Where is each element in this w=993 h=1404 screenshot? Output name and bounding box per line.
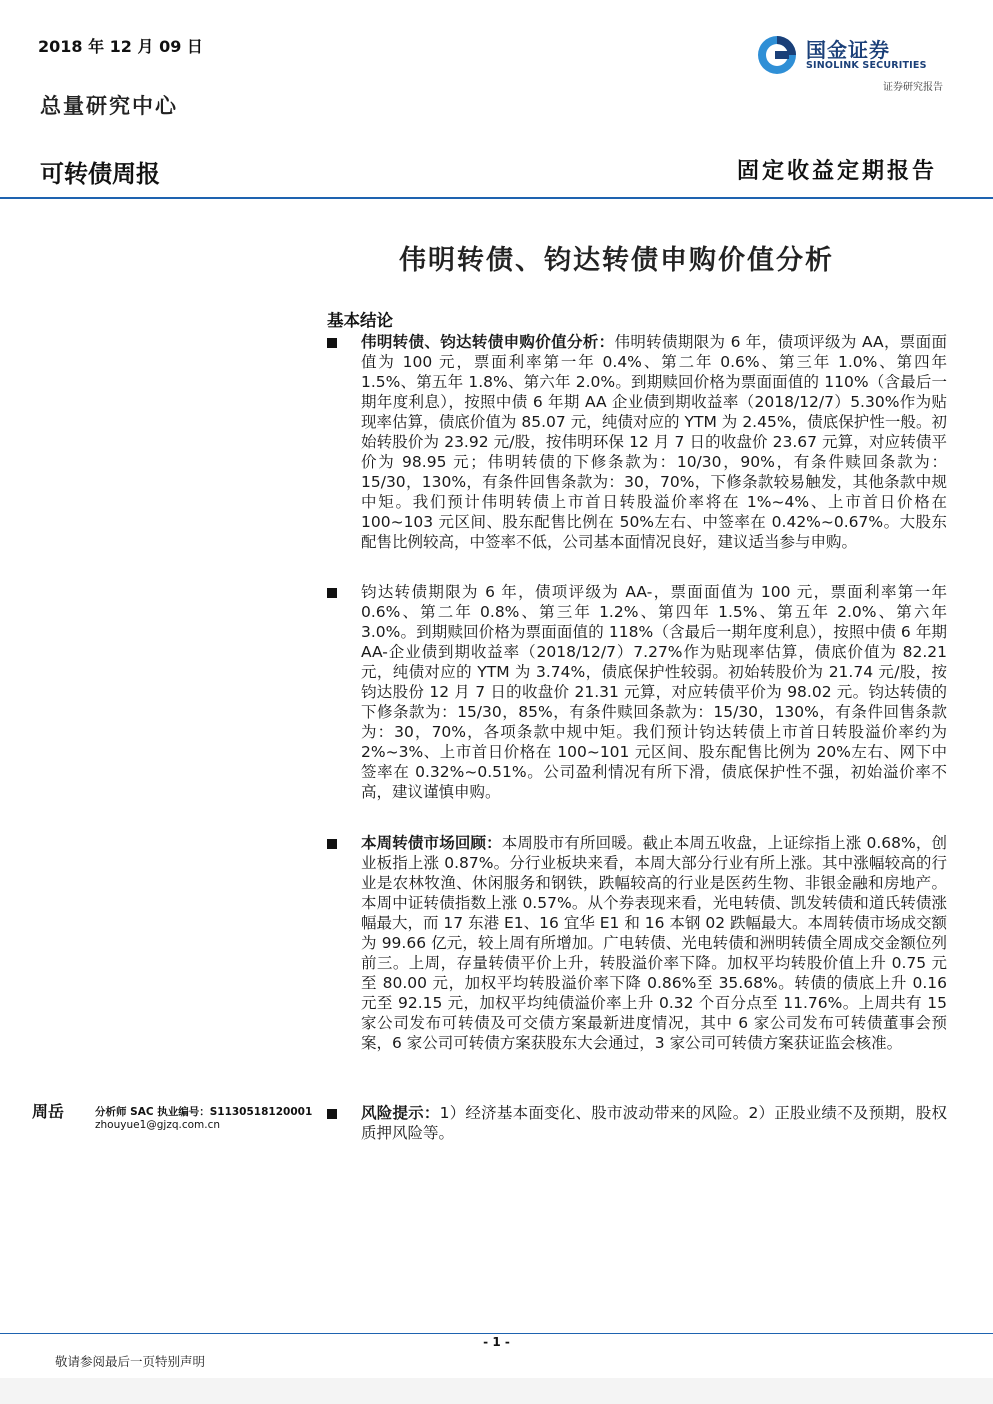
bullet-icon — [327, 839, 337, 849]
report-type: 固定收益定期报告 — [736, 158, 937, 184]
page-number: - 1 - — [483, 1335, 510, 1349]
paragraph-lead: 伟明转债、钧达转债申购价值分析： — [361, 333, 615, 351]
bullet-icon — [327, 338, 337, 348]
footer-divider — [0, 1333, 993, 1334]
research-center: 总量研究中心 — [40, 93, 178, 118]
logo-name-cn: 国金证券 — [806, 38, 890, 62]
paragraph-market-review — [327, 833, 947, 1053]
paragraph-text: 本周股市有所回暖。截止本周五收盘，上证综指上涨 0.68%，创业板指上涨 0.87%。分行业板块来看，本周大部分行业有所上涨。其中涨幅较高的行业是农林牧渔、休闲服务和钢铁，跌幅较高的行业是医药生物、非银金融和房地产。本周中证转债指数上涨 0.57%。从个券表现来看，光电转债、凯发转债和道氏转债涨幅最大，而 17 东港 E1、16 宜华 E1 和 16 本钢 02 跌幅最大。本周转债市场成交额为 99.66 亿元，较上周有所增加。广电转债、光电转债和洲明转债全周成交金额位列前三。上周，存量转债平价上升，转股溢价率下降。加权平均转股价值上升 0.75 元至 80.00 元，加权平均转股溢价率下降 0.86%至 35.68%。转债的债底上升 0.16 元至 92.15 元，加权平均纯债溢价率上升 0.32 个百分点至 11.76%。上周共有 15 家公司发布可转债及可交债方案最新进度情况，其中 6 家公司发布可转债董事会预案，6 家公司可转债方案获股东大会通过，3 家公司可转债方案获证监会核准。 — [361, 834, 947, 1052]
report-date: 2018 年 12 月 09 日 — [38, 37, 203, 56]
logo-subtitle: 证券研究报告 — [883, 82, 943, 93]
header-divider — [0, 197, 993, 199]
logo-name-en: SINOLINK SECURITIES — [806, 60, 927, 71]
analyst-id: 分析师 SAC 执业编号：S1130518120001 — [95, 1106, 313, 1118]
paragraph-jinda — [327, 582, 947, 802]
paragraph-lead: 风险提示： — [361, 1104, 440, 1122]
section-heading: 基本结论 — [327, 311, 393, 330]
author-name: 周岳 — [32, 1102, 65, 1121]
report-title: 伟明转债、钧达转债申购价值分析 — [399, 245, 834, 276]
paragraph-body — [361, 582, 947, 802]
paragraph-weiming-jinda — [327, 332, 947, 552]
footer-disclaimer: 敬请参阅最后一页特别声明 — [55, 1354, 206, 1369]
paragraph-risk — [327, 1103, 947, 1143]
bullet-icon — [327, 588, 337, 598]
company-logo — [756, 32, 946, 76]
bullet-icon — [327, 1109, 337, 1119]
report-series: 可转债周报 — [40, 160, 160, 188]
paragraph-body — [361, 1103, 947, 1143]
paragraph-body — [361, 332, 947, 552]
paragraph-text: 钧达转债期限为 6 年，债项评级为 AA-，票面面值为 100 元，票面利率第一年 0.6%、第二年 0.8%、第三年 1.2%、第四年 1.5%、第五年 2.0%、第六年 3.0%。到期赎回价格为票面面值的 118%（含最后一期年度利息），按照中债 6 年期 AA-企业债到期收益率（2018/12/7）7.27%作为贴现率估算，债底价值为 82.21 元，纯债对应的 YTM 为 3.74%，债底保护性较弱。初始转股价为 21.74 元/股，按钧达股份 12 月 7 日的收盘价 21.31 元算，对应转债平价为 98.02 元。钧达转债的下修条款为：15/30，85%，有条件赎回条款为：15/30，130%，有条件回售条款为：30，70%，各项条款中规中矩。我们预计钧达转债上市首日转股溢价率约为 2%~3%、上市首日价格在 100~101 元区间、股东配售比例为 20%左右、网下中签率在 0.32%~0.51%。公司盈利情况有所下滑，债底保护性不强，初始溢价率不高，建议谨慎申购。 — [361, 583, 947, 801]
logo-mark-icon — [756, 34, 798, 76]
paragraph-lead: 本周转债市场回顾： — [361, 834, 502, 852]
paragraph-text: 1）经济基本面变化、股市波动带来的风险。2）正股业绩不及预期，股权质押风险等。 — [361, 1104, 947, 1142]
footer-band — [0, 1378, 993, 1404]
author-email[interactable]: zhouyue1@gjzq.com.cn — [95, 1119, 221, 1131]
paragraph-body — [361, 833, 947, 1053]
paragraph-text: 伟明转债期限为 6 年，债项评级为 AA，票面面值为 100 元，票面利率第一年 0.4%、第二年 0.6%、第三年 1.0%、第四年 1.5%、第五年 1.8%、第六年 2.0%。到期赎回价格为票面面值的 110%（含最后一期年度利息），按照中债 6 年期 AA 企业债到期收益率（2018/12/7）5.30%作为贴现率估算，债底价值为 85.07 元，纯债对应的 YTM 为 2.45%，债底保护性一般。初始转股价为 23.92 元/股，按伟明环保 12 月 7 日的收盘价 23.67 元算，对应转债平价为 98.95 元；伟明转债的下修条款为：10/30，90%，有条件赎回条款为：15/30，130%，有条件回售条款为：30，70%，下修条款较易触发，其他条款中规中矩。我们预计伟明转债上市首日转股溢价率将在 1%~4%、上市首日价格在 100~103 元区间、股东配售比例在 50%左右、中签率在 0.42%~0.67%。大股东配售比例较高，中签率不低，公司基本面情况良好，建议适当参与申购。 — [361, 333, 947, 551]
